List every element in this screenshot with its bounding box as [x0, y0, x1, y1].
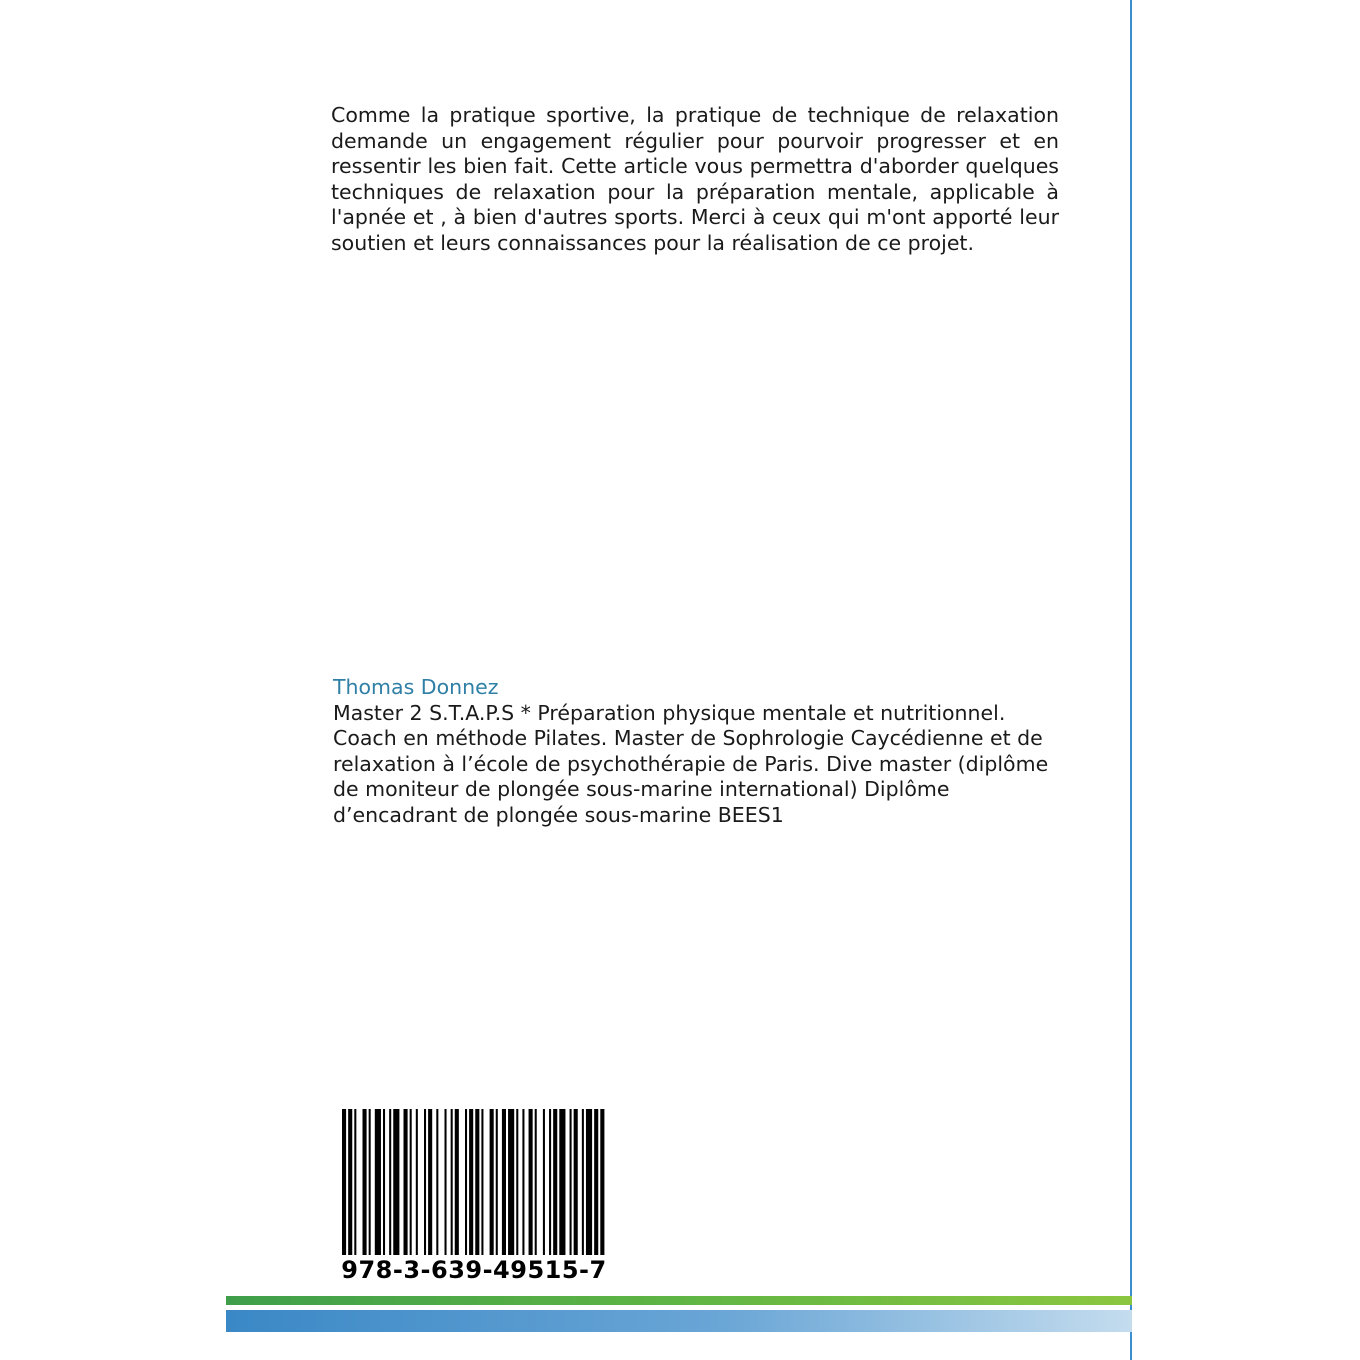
barcode-graphic: [339, 1109, 609, 1255]
spine-line: [1130, 0, 1132, 1360]
author-name: Thomas Donnez: [333, 675, 499, 699]
author-block: [333, 675, 1053, 828]
back-cover-blurb: Comme la pratique sportive, la pratique de technique de relaxation demande un engagement régulier pour pourvoir progresser et en ressentir les bien fait. Cette article vous permettra d'aborder quelques techniques de relaxation pour la préparation mentale, applicable à l'apnée et , à bien d'autres sports. Merci à ceux qui m'ont apporté leur soutien et leurs connaissances pour la réalisation de ce projet.: [331, 103, 1059, 255]
blue-stripe: [226, 1310, 1132, 1332]
barcode: [339, 1109, 609, 1255]
isbn-number: 978-3-639-49515-7: [341, 1256, 607, 1284]
green-stripe: [226, 1296, 1132, 1305]
author-bio: Master 2 S.T.A.P.S * Préparation physique mentale et nutritionnel. Coach en méthode Pilates. Master de Sophrologie Caycédienne et de relaxation à l’école de psychothérapie de Paris. Dive master (diplôme de moniteur de plongée sous-marine international) Diplôme d’encadrant de plongée sous-marine BEES1: [333, 700, 1049, 827]
